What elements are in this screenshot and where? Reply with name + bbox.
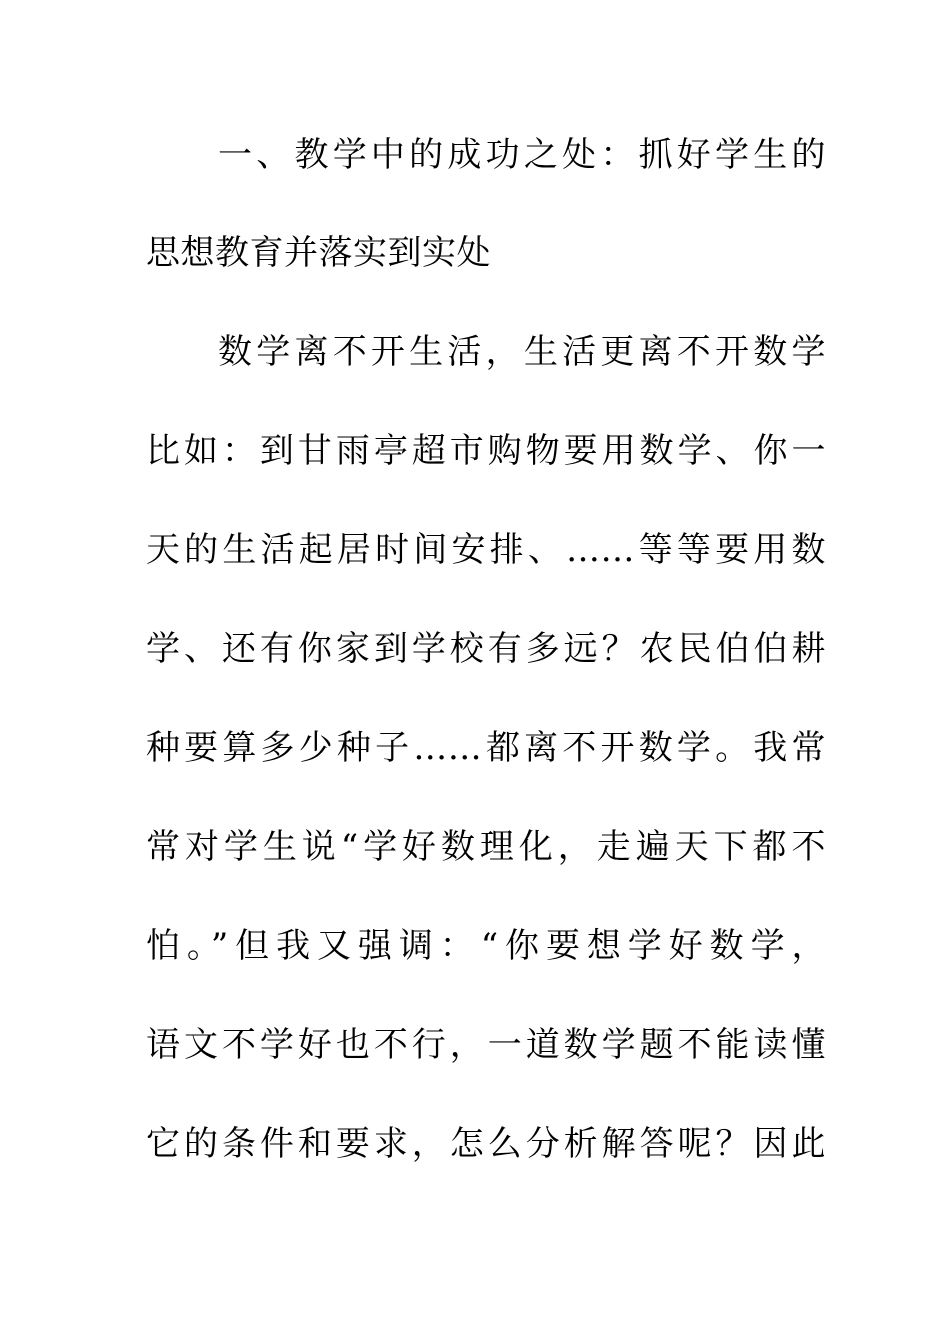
paragraph-line-2: 比如：到甘雨亭超市购物要用数学、你一 <box>146 431 826 471</box>
paragraph-line-5: 种要算多少种子……都离不开数学。我常 <box>146 728 826 768</box>
paragraph-line-9: 它的条件和要求，怎么分析解答呢？因此 <box>146 1124 826 1164</box>
paragraph-line-1: 数学离不开生活，生活更离不开数学 <box>218 332 826 372</box>
paragraph-line-7: 怕。”但我又强调：“你要想学好数学， <box>146 926 826 966</box>
heading-line-2: 思想教育并落实到实处 <box>146 233 491 273</box>
paragraph-line-6: 常对学生说“学好数理化，走遍天下都不 <box>146 827 826 867</box>
heading-line-1: 一、教学中的成功之处：抓好学生的 <box>218 135 826 175</box>
paragraph-line-3: 天的生活起居时间安排、……等等要用数 <box>146 530 826 570</box>
paragraph-line-8: 语文不学好也不行，一道数学题不能读懂 <box>146 1025 826 1065</box>
paragraph-line-4: 学、还有你家到学校有多远？农民伯伯耕 <box>146 629 826 669</box>
